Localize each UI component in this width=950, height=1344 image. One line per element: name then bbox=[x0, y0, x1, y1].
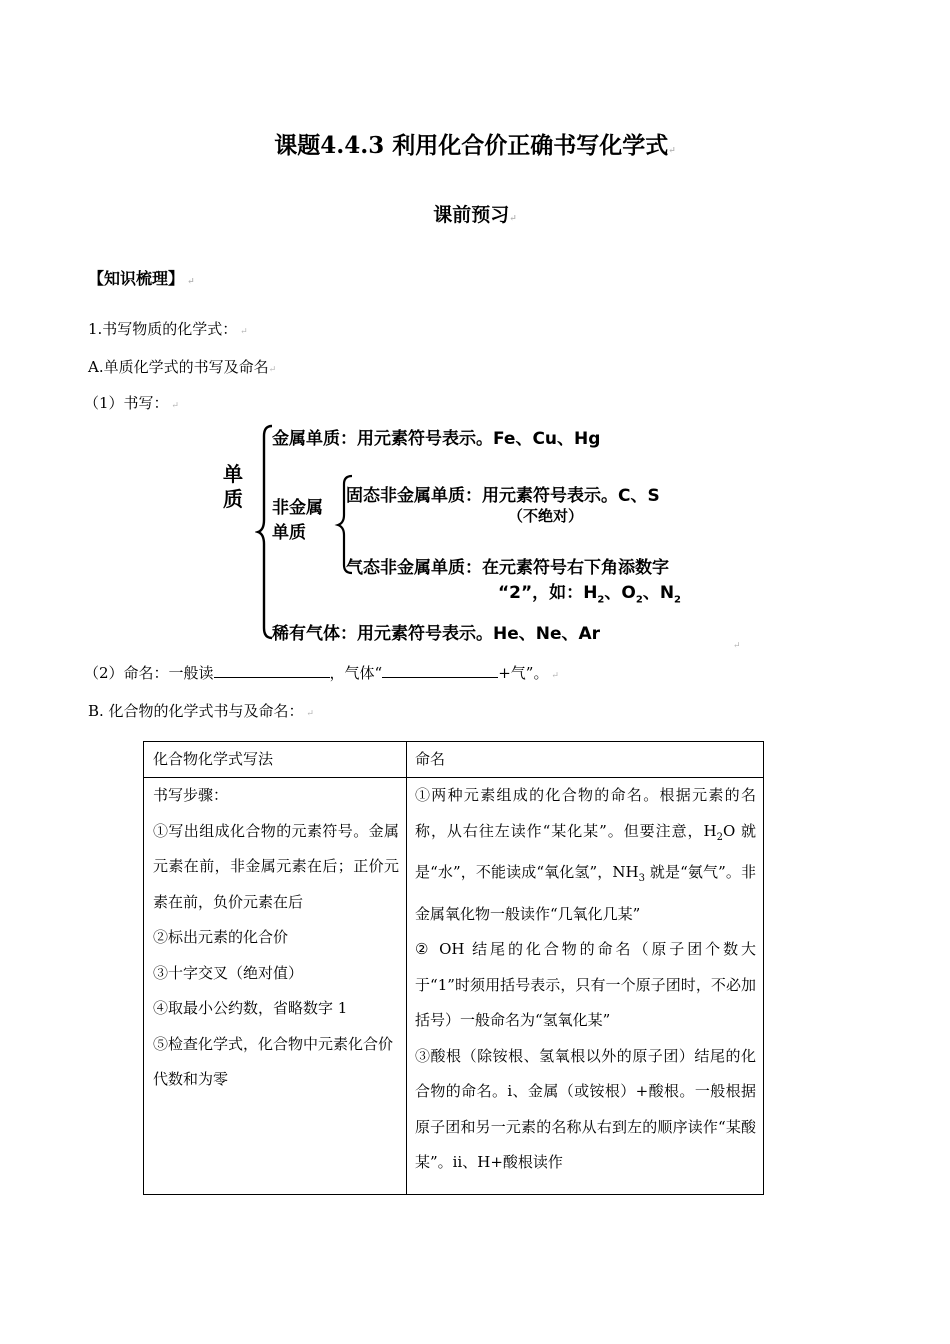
diagram-noble: 稀有气体：用元素符号表示。He、Ne、Ar bbox=[272, 624, 601, 644]
diagram-root-label: 单 质 bbox=[223, 462, 243, 511]
diagram-solid: 固态非金属单质：用元素符号表示。C、S bbox=[346, 486, 660, 506]
blank-gas-reading[interactable] bbox=[382, 663, 498, 678]
table-header-naming: 命名 bbox=[415, 750, 446, 768]
line-naming: （2）命名：一般读 ，气体“ +气”。 ↵ bbox=[84, 664, 559, 682]
line-2: A.单质化学式的书写及命名↵ bbox=[88, 358, 277, 376]
page-subtitle: 课前预习↵ bbox=[433, 204, 517, 226]
section-heading: 【知识梳理】 ↵ bbox=[88, 269, 195, 288]
table-header-writing: 化合物化学式写法 bbox=[153, 750, 274, 768]
diagram-nonmetal-label: 非金属 单质 bbox=[272, 498, 323, 543]
line-compound: B. 化合物的化学式书与及命名： ↵ bbox=[88, 702, 314, 720]
diagram-gas-line2: “2”，如：$H_2$、$O_2$、$N_2$ bbox=[498, 583, 682, 606]
blank-general-reading[interactable] bbox=[214, 663, 330, 678]
page-title: 课题4.4.3 利用化合价正确书写化学式↵ bbox=[274, 132, 676, 159]
line-1: 1.书写物质的化学式： ↵ bbox=[88, 320, 248, 338]
diagram-solid-note: （不绝对） bbox=[508, 507, 584, 525]
diagram-metal: 金属单质：用元素符号表示。Fe、Cu、Hg bbox=[272, 429, 601, 449]
line-3: （1）书写： ↵ bbox=[84, 394, 179, 412]
diagram-gas-line1: 气态非金属单质：在元素符号右下角添数字 bbox=[346, 558, 669, 578]
compound-table bbox=[143, 741, 764, 1195]
table-writing-steps: 书写步骤： ①写出组成化合物的元素符号。金属元素在前，非金属元素在后；正价元素在前，负价元素在后 ②标出元素的化合价 ③十字交叉（绝对值） ④取最小公约数，省略数字 1 ⑤检查化学式，化合物中元素化合价代数和为零 bbox=[153, 786, 399, 1088]
table-naming-rules: ①两种元素组成的化合物的命名。根据元素的名称，从右往左读作“某化某”。但要注意，$H_2O$ 就是“水”，不能读成“氧化氢”，$NH_3$ 就是“氨气”。非金属氧化物一般读作“几氧化几某” ② OH 结尾的化合物的命名（原子团个数大于“1”时须用括号表示，只有一个原子团时，不必加括号）一般命名为“氢氧化某” ③酸根（除铵根、氢氧根以外的原子团）结尾的化合物的命名。ⅰ、金属（或铵根）+酸根。一般根据原子团和另一元素的名称从右到左的顺序读作“某酸某”。ⅱ、H+酸根读作 bbox=[415, 786, 756, 1171]
